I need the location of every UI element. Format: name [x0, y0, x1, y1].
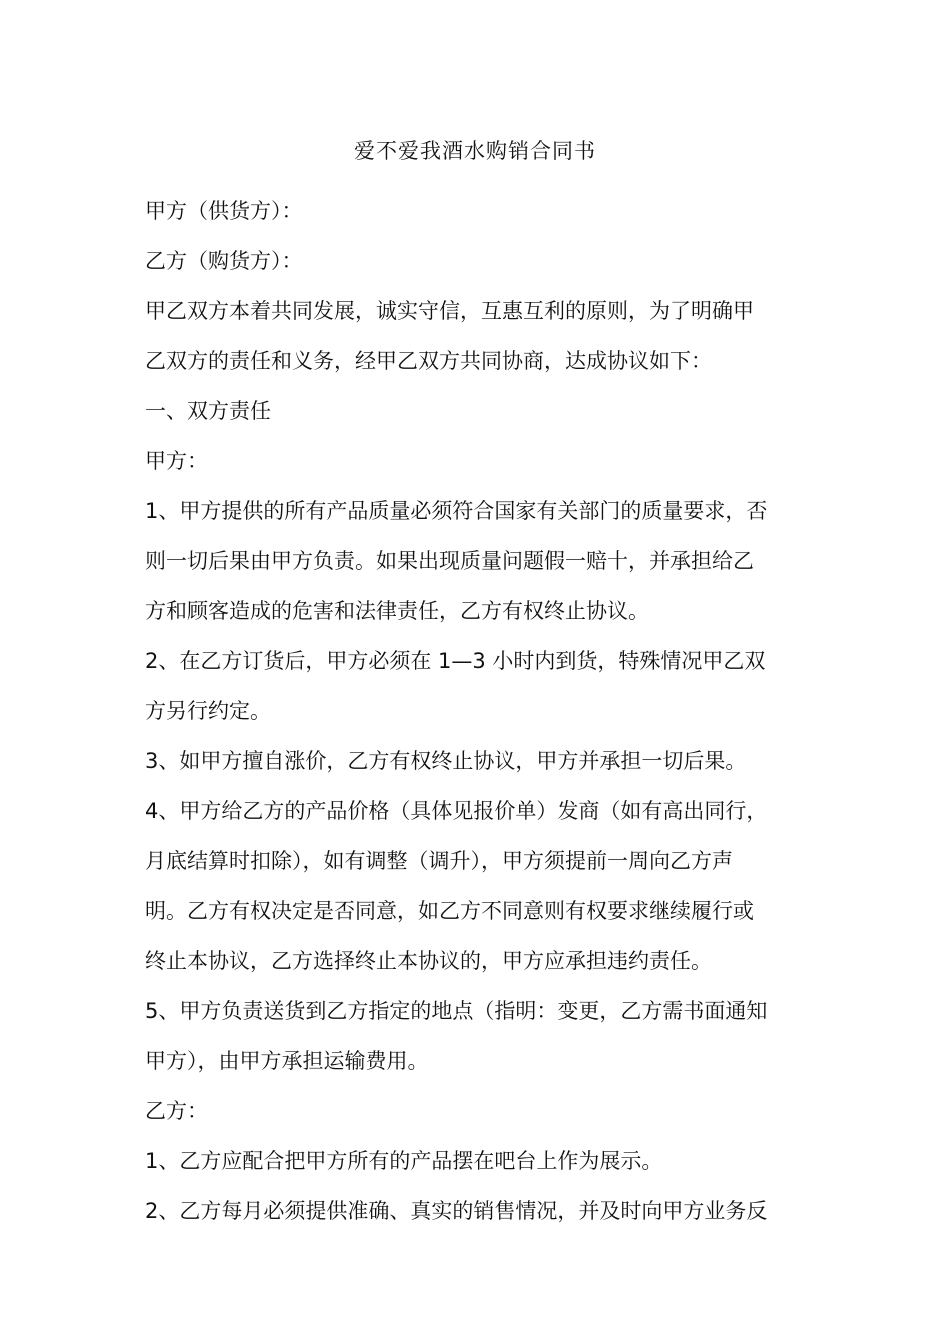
- clause-line: 4、甲方给乙方的产品价格（具体见报价单）发商（如有高出同行，: [145, 799, 768, 823]
- clause-line: 1、甲方提供的所有产品质量必须符合国家有关部门的质量要求，否: [145, 499, 768, 523]
- preamble-line: 甲乙双方本着共同发展，诚实守信，互惠互利的原则，为了明确甲: [145, 299, 754, 323]
- clause-line: 1、乙方应配合把甲方所有的产品摆在吧台上作为展示。: [145, 1149, 663, 1173]
- clause-line: 2、乙方每月必须提供准确、真实的销售情况，并及时向甲方业务反: [145, 1199, 768, 1223]
- document-title: 爱不爱我酒水购销合同书: [354, 139, 596, 163]
- clause-line: 3、如甲方擅自涨价，乙方有权终止协议，甲方并承担一切后果。: [145, 749, 747, 773]
- clause-line: 2、在乙方订货后，甲方必须在 1—3 小时内到货，特殊情况甲乙双: [145, 649, 766, 673]
- clause-line: 明。乙方有权决定是否同意，如乙方不同意则有权要求继续履行或: [145, 899, 754, 923]
- clause-line: 月底结算时扣除），如有调整（调升），甲方须提前一周向乙方声: [145, 849, 733, 873]
- clause-line: 则一切后果由甲方负责。如果出现质量问题假一赔十，并承担给乙: [145, 549, 754, 573]
- party-b-heading: 乙方：: [145, 1099, 208, 1123]
- clause-line: 甲方），由甲方承担运输费用。: [145, 1049, 429, 1073]
- clause-line: 5、甲方负责送货到乙方指定的地点（指明：变更，乙方需书面通知: [145, 999, 768, 1023]
- party-a-line: 甲方（供货方）：: [145, 199, 303, 223]
- document-body: [145, 186, 810, 1236]
- preamble-line: 乙双方的责任和义务，经甲乙双方共同协商，达成协议如下：: [145, 349, 712, 373]
- clause-line: 方和顾客造成的危害和法律责任，乙方有权终止协议。: [145, 599, 649, 623]
- clause-line: 方另行约定。: [145, 699, 271, 723]
- clause-line: 终止本协议，乙方选择终止本协议的，甲方应承担违约责任。: [145, 949, 712, 973]
- section-heading: 一、双方责任: [145, 399, 271, 423]
- party-a-heading: 甲方：: [145, 449, 208, 473]
- party-b-line: 乙方（购货方）：: [145, 249, 303, 273]
